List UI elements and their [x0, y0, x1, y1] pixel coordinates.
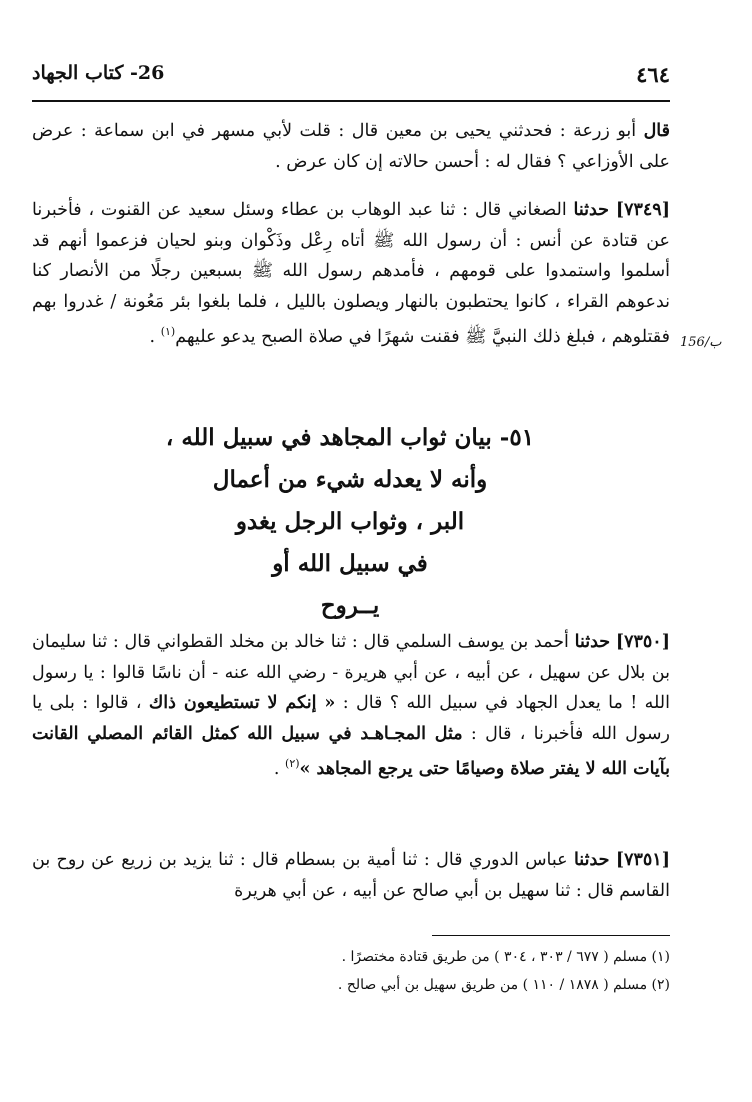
hadith-text-part-2: ، قالوا : بلى يا رسول الله فأخبرنا ، قال : — [32, 693, 670, 744]
footnote-2: (٢) مسلم ( ١٨٧٨ / ١١٠ ) من طريق سهيل بن أبي صالح . — [337, 977, 670, 993]
heading-line-5: يــروح — [320, 592, 380, 619]
hadith-end: . — [149, 326, 161, 347]
hadith-lead: حدثنا — [573, 850, 610, 870]
page-number: ٤٦٤ — [636, 62, 670, 87]
heading-line-1: ٥١- بيان ثواب المجاهد في سبيل الله ، — [165, 424, 535, 451]
hadith-text: الصغاني قال : ثنا عبد الوهاب بن عطاء وسئل سعيد عن القنوت ، فأخبرنا عن قتادة عن أنس : أن رسول الله ﷺ أتاه رِعْل وذَكْوان وبنو لحيان فزعموا أنهم قد أسلموا واستمدوا على قومهم ، فأمدهم رسول الله ﷺ بسبعين رجلًا من الأنصار كنا ندعوهم القراء ، كانوا يحتطبون بالنهار ويصلون بالليل ، فلما بلغوا بئر مَعُونة / غدروا بهم فقتلوهم ، فبلغ ذلك النبيَّ ﷺ فقنت شهرًا في صلاة الصبح يدعو عليهم — [32, 200, 670, 347]
paragraph-text: أبو زرعة : فحدثني يحيى بن معين قال : قلت لأبي مسهر في ابن سماعة : عرض على الأوزاعي ؟ فقال له : أحسن حالاته إن كان عرض . — [32, 121, 670, 172]
hadith-text: عباس الدوري قال : ثنا أمية بن بسطام قال : ثنا يزيد بن زريع عن روح بن القاسم قال : ثنا سهيل بن أبي صالح عن أبيه ، عن أبي هريرة — [32, 850, 670, 901]
footnote-1: (١) مسلم ( ٦٧٧ / ٣٠٣ ، ٣٠٤ ) من طريق قتادة مختصرًا . — [341, 949, 670, 965]
heading-line-3: البر ، وثواب الرجل يغدو — [235, 508, 465, 535]
chapter-heading — [150, 417, 550, 627]
paragraph-lead: قال — [643, 121, 670, 141]
margin-folio-note: 156/ب — [680, 335, 722, 350]
heading-line-4: في سبيل الله أو — [272, 550, 428, 577]
hadith-number: [٧٣٥١] — [615, 850, 670, 870]
hadith-number: [٧٣٥٠] — [615, 632, 670, 652]
hadith-number: [٧٣٤٩] — [615, 200, 670, 220]
paragraph-abu-zurah — [32, 116, 670, 177]
hadith-lead: حدثنا — [573, 200, 609, 220]
hadith-text-part-1: أحمد بن يوسف السلمي قال : ثنا خالد بن مخلد القطواني قال : ثنا سليمان بن بلال عن سهيل ، عن أبيه ، عن أبي هريرة - رضي الله عنه - أن ناسًا قالوا : يا رسول الله ! ما يعدل الجهاد في سبيل الله ؟ قال : — [32, 632, 670, 713]
hadith-lead: حدثنا — [574, 632, 611, 652]
heading-line-2: وأنه لا يعدله شيء من أعمال — [212, 466, 488, 493]
footnote-rule — [432, 935, 670, 936]
footnote-ref-1: (١) — [160, 325, 176, 338]
hadith-7351 — [32, 845, 670, 906]
hadith-7350 — [32, 627, 670, 784]
prophetic-saying-2: مثل المجـاهـد في سبيل الله كمثل القائم المصلي القانت بآيات الله لا يفتر صلاة وصيامًا حتى يرجع المجاهد » — [32, 723, 670, 779]
book-title: 26- كتاب الجهاد — [32, 62, 165, 84]
hadith-end: . — [273, 758, 286, 779]
footnote-ref-2: (٢) — [285, 757, 300, 770]
hadith-7349 — [32, 195, 670, 352]
header-rule — [32, 100, 670, 102]
running-header — [32, 60, 670, 94]
prophetic-saying-1: « إنكم لا تستطيعون ذاك — [148, 693, 336, 713]
footnotes — [32, 943, 670, 999]
